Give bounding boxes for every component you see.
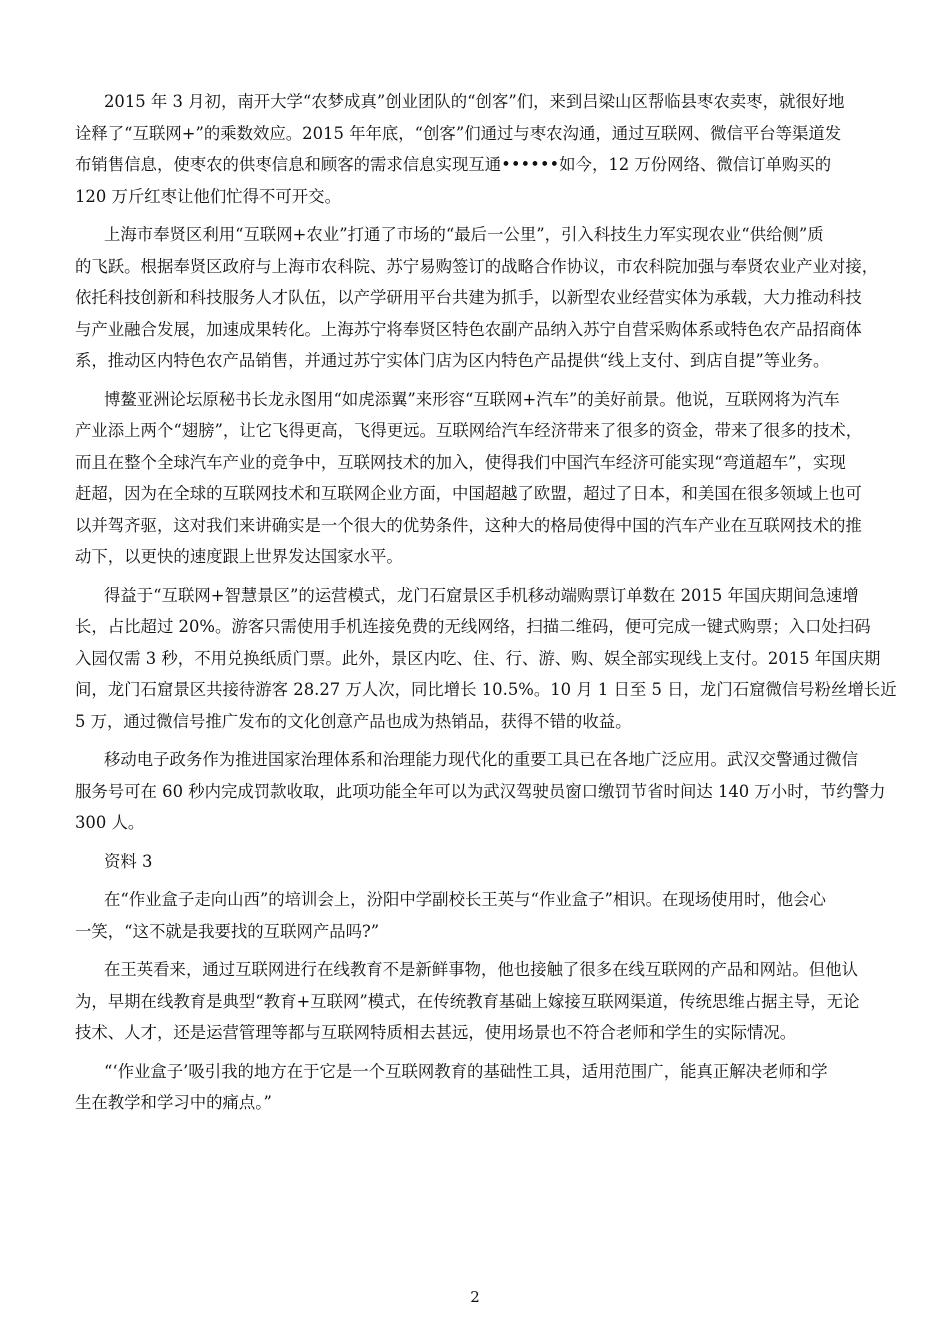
paragraph bbox=[75, 219, 904, 377]
paragraph-line: 技术、人才，还是运营管理等都与互联网特质相去甚远，使用场景也不符合老师和学生的实际情况。 bbox=[75, 1023, 797, 1042]
paragraph bbox=[75, 744, 904, 839]
paragraph-line: 诠释了“互联网+”的乘数效应。2015 年年底，“创客”们通过与枣农沟通，通过互联网、微信平台等渠道发 bbox=[75, 123, 842, 143]
paragraph-line: 入园仅需 3 秒，不用兑换纸质门票。此外，景区内吃、住、行、游、购、娱全部实现线上支付。2015 年国庆期 bbox=[75, 648, 881, 668]
paragraph-line: 依托科技创新和科技服务人才队伍，以产学研用平台共建为抓手，以新型农业经营实体为承载，大力推动科技 bbox=[75, 288, 862, 307]
paragraph-line: 2015 年 3 月初，南开大学“农梦成真”创业团队的“创客”们，来到吕梁山区帮临县枣农卖枣，就很好地 bbox=[104, 92, 845, 111]
paragraph-line: 得益于“互联网+智慧景区”的运营模式，龙门石窟景区手机移动端购票订单数在 2015 年国庆期间急速增 bbox=[104, 585, 859, 605]
paragraph-line: 系，推动区内特色农产品销售，并通过苏宁实体门店为区内特色产品提供“线上支付、到店自提”等业务。 bbox=[75, 351, 830, 370]
paragraph bbox=[75, 580, 904, 738]
paragraph-line: 为，早期在线教育是典型“教育+互联网”模式，在传统教育基础上嫁接互联网渠道，传统思维占据主导，无论 bbox=[75, 991, 860, 1011]
paragraph-line: 在“作业盒子走向山西”的培训会上，汾阳中学副校长王英与“作业盒子”相识。在现场使用时，他会心 bbox=[104, 890, 826, 909]
paragraph-line: 博鳌亚洲论坛原秘书长龙永图用“如虎添翼”来形容“互联网+汽车”的美好前景。他说，互联网将为汽车 bbox=[104, 389, 840, 409]
paragraph-line: 资料 3 bbox=[104, 851, 153, 871]
paragraph-line: 300 人。 bbox=[75, 813, 145, 832]
page-number: 2 bbox=[470, 1288, 480, 1306]
paragraph-line: 布销售信息，使枣农的供枣信息和顾客的需求信息实现互通••••••如今，12 万份网络、微信订单购买的 bbox=[75, 155, 832, 174]
paragraph-line: 生在教学和学习中的痛点。” bbox=[75, 1093, 272, 1112]
paragraph bbox=[75, 384, 904, 573]
paragraph-line: 在王英看来，通过互联网进行在线教育不是新鲜事物，他也接触了很多在线互联网的产品和网站。但他认 bbox=[104, 960, 858, 979]
paragraph-line: 移动电子政务作为推进国家治理体系和治理能力现代化的重要工具已在各地广泛应用。武汉交警通过微信 bbox=[104, 750, 858, 769]
paragraph-line: 一笑，“这不就是我要找的互联网产品吗?” bbox=[75, 921, 380, 941]
paragraph bbox=[104, 846, 904, 878]
paragraph-line: 服务号可在 60 秒内完成罚款收取，此项功能全年可以为武汉驾驶员窗口缴罚节省时间达 140 万小时，节约警力 bbox=[75, 781, 886, 801]
paragraph bbox=[75, 1056, 904, 1119]
paragraph-line: 动下，以更快的速度跟上世界发达国家水平。 bbox=[75, 547, 403, 566]
paragraph-line: “‘作业盒子’吸引我的地方在于它是一个互联网教育的基础性工具，适用范围广，能真正解决老师和学 bbox=[104, 1061, 828, 1081]
paragraph bbox=[75, 86, 904, 212]
paragraph-line: 赶超，因为在全球的互联网技术和互联网企业方面，中国超越了欧盟，超过了日本，和美国在很多领域上也可 bbox=[75, 484, 862, 503]
paragraph-line: 间，龙门石窟景区共接待游客 28.27 万人次，同比增长 10.5%。10 月 1 日至 5 日，龙门石窟微信号粉丝增长近 bbox=[75, 680, 897, 699]
paragraph-line: 上海市奉贤区利用“互联网+农业”打通了市场的“最后一公里”，引入科技生力军实现农业“供给侧”质 bbox=[104, 225, 824, 244]
paragraph-line: 产业添上两个“翅膀”，让它飞得更高，飞得更远。互联网给汽车经济带来了很多的资金，带来了很多的技术， bbox=[75, 421, 863, 440]
document-body bbox=[75, 86, 904, 1126]
paragraph bbox=[75, 884, 904, 947]
paragraph bbox=[75, 954, 904, 1049]
paragraph-line: 而且在整个全球汽车产业的竞争中，互联网技术的加入，使得我们中国汽车经济可能实现“弯道超车”，实现 bbox=[75, 452, 846, 472]
paragraph-line: 与产业融合发展，加速成果转化。上海苏宁将奉贤区特色农副产品纳入苏宁自营采购体系或特色农产品招商体 bbox=[75, 319, 862, 339]
paragraph-line: 长，占比超过 20%。游客只需使用手机连接免费的无线网络，扫描二维码，便可完成一键式购票；入口处扫码 bbox=[75, 617, 871, 636]
paragraph-line: 的飞跃。根据奉贤区政府与上海市农科院、苏宁易购签订的战略合作协议，市农科院加强与奉贤农业产业对接， bbox=[75, 256, 879, 276]
paragraph-line: 5 万，通过微信号推广发布的文化创意产品也成为热销品，获得不错的收益。 bbox=[75, 711, 632, 731]
paragraph-line: 以并驾齐驱，这对我们来讲确实是一个很大的优势条件，这种大的格局使得中国的汽车产业在互联网技术的推 bbox=[75, 515, 862, 535]
paragraph-line: 120 万斤红枣让他们忙得不可开交。 bbox=[75, 186, 341, 206]
